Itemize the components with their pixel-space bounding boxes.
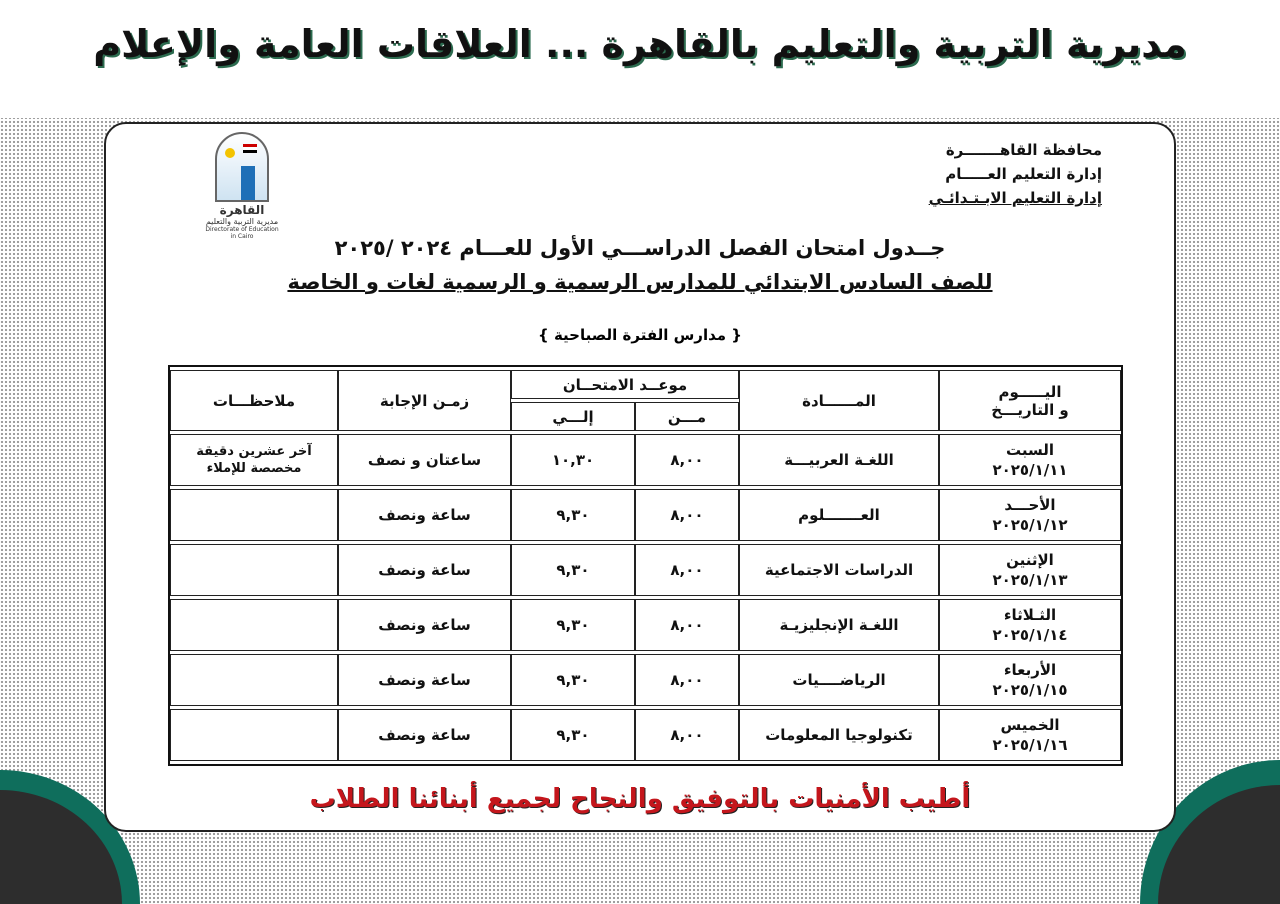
cell-subject: اللغـة الإنجليزيـة	[739, 599, 939, 651]
table-row	[170, 489, 1121, 541]
cell-notes	[170, 489, 338, 541]
table-row	[170, 544, 1121, 596]
header-subject: المــــــادة	[739, 370, 939, 431]
cell-duration: ساعة ونصف	[338, 654, 511, 706]
table-row	[170, 599, 1121, 651]
cell-subject: الدراسات الاجتماعية	[739, 544, 939, 596]
cell-duration: ساعة ونصف	[338, 544, 511, 596]
primary-admin: إدارة التعليم الابـتـدائـي	[928, 189, 1102, 207]
cell-from: ٨,٠٠	[635, 434, 739, 486]
header-schedule: موعــد الامتحــان	[511, 370, 739, 399]
logo-subtitle: مديرية التربية والتعليم	[205, 217, 279, 226]
cell-to: ٩,٣٠	[511, 654, 635, 706]
cell-from: ٨,٠٠	[635, 489, 739, 541]
cell-notes	[170, 654, 338, 706]
cell-to: ١٠,٣٠	[511, 434, 635, 486]
header-notes: ملاحظـــات	[170, 370, 338, 431]
cell-day-date: الأحـــد ٢٠٢٥/١/١٢	[939, 489, 1121, 541]
directorate-logo	[202, 132, 282, 240]
cell-subject: تكنولوجيا المعلومات	[739, 709, 939, 761]
governorate: محافظة القاهـــــــرة	[945, 141, 1102, 159]
header-to: إلـــي	[511, 402, 635, 431]
cell-notes: آخر عشرين دقيقة مخصصة للإملاء	[170, 434, 338, 486]
cell-notes	[170, 599, 338, 651]
cell-day-date: الإثنين ٢٠٢٥/١/١٣	[939, 544, 1121, 596]
cell-duration: ساعة ونصف	[338, 709, 511, 761]
cell-subject: الرياضــــيات	[739, 654, 939, 706]
logo-emblem	[215, 132, 269, 202]
cell-from: ٨,٠٠	[635, 654, 739, 706]
table-row	[170, 434, 1121, 486]
cell-from: ٨,٠٠	[635, 709, 739, 761]
period-label: { مدارس الفترة الصباحية }	[538, 326, 742, 344]
schedule-card	[104, 122, 1176, 832]
footer-wishes: أطيب الأمنيات بالتوفيق والنجاح لجميع أبنائنا الطلاب	[309, 784, 971, 814]
department-block	[929, 138, 1102, 210]
cell-subject: العـــــــلوم	[739, 489, 939, 541]
general-admin: إدارة التعليم العـــــام	[945, 165, 1102, 183]
cell-day-date: الخميس ٢٠٢٥/١/١٦	[939, 709, 1121, 761]
logo-english: Directorate of Education in Cairo	[205, 226, 279, 240]
cell-duration: ساعتان و نصف	[338, 434, 511, 486]
page-subtitle: للصف السادس الابتدائي للمدارس الرسمية و الرسمية لغات و الخاصة	[287, 270, 993, 294]
cell-to: ٩,٣٠	[511, 489, 635, 541]
cell-day-date: الثـلاثاء ٢٠٢٥/١/١٤	[939, 599, 1121, 651]
cell-to: ٩,٣٠	[511, 599, 635, 651]
table-row	[170, 654, 1121, 706]
cell-subject: اللغـة العربيـــة	[739, 434, 939, 486]
cell-day-date: الأربعاء ٢٠٢٥/١/١٥	[939, 654, 1121, 706]
corner-decoration	[1158, 785, 1280, 904]
cell-notes	[170, 709, 338, 761]
cell-duration: ساعة ونصف	[338, 489, 511, 541]
cell-notes	[170, 544, 338, 596]
cell-from: ٨,٠٠	[635, 544, 739, 596]
logo-title: القاهرة	[219, 203, 265, 217]
table-row	[170, 709, 1121, 761]
cell-from: ٨,٠٠	[635, 599, 739, 651]
cell-to: ٩,٣٠	[511, 544, 635, 596]
header-duration: زمـن الإجابة	[338, 370, 511, 431]
cell-to: ٩,٣٠	[511, 709, 635, 761]
cell-day-date: السبت ٢٠٢٥/١/١١	[939, 434, 1121, 486]
banner-title: مديرية التربية والتعليم بالقاهرة ... العلاقات العامة والإعلام	[93, 22, 1187, 66]
cell-duration: ساعة ونصف	[338, 599, 511, 651]
page-title: جــدول امتحان الفصل الدراســـي الأول للعـــام ٢٠٢٤ /٢٠٢٥	[334, 236, 946, 260]
header-from: مـــن	[635, 402, 739, 431]
header-day-date: اليـــــوم و التاريـــخ	[939, 370, 1121, 431]
exam-table	[168, 365, 1123, 766]
